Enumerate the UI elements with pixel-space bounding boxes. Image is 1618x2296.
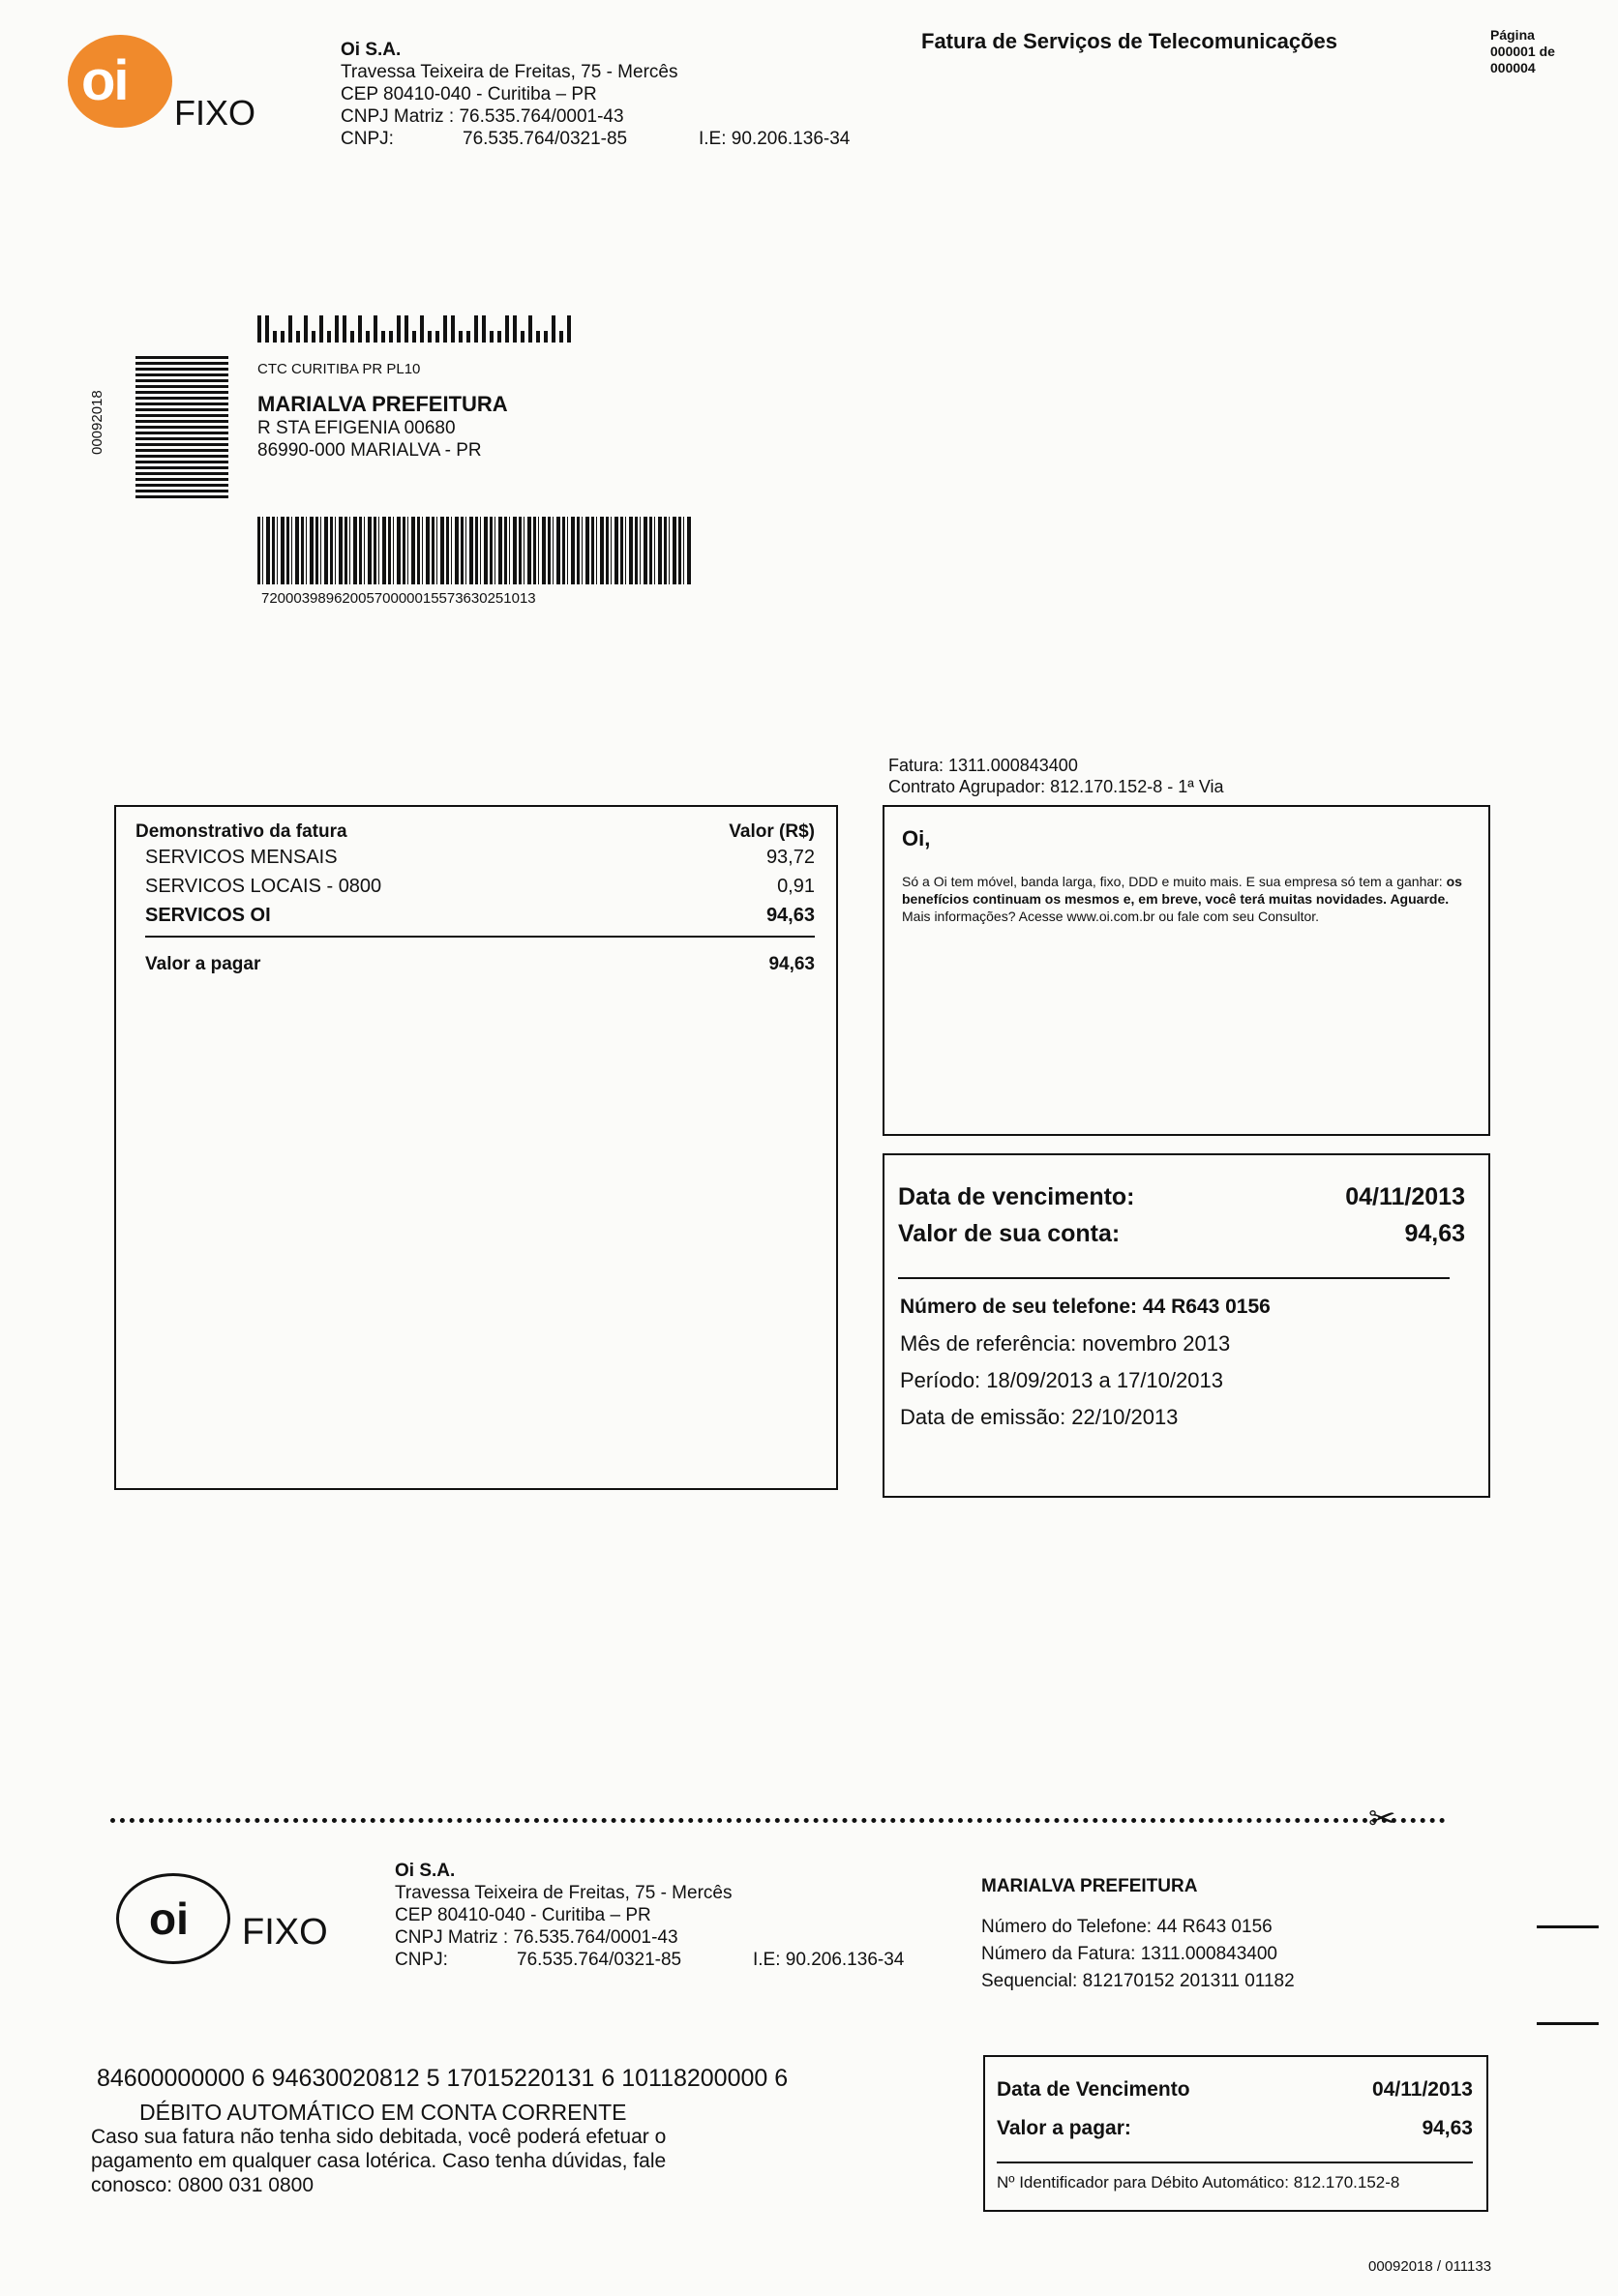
issue-date: Data de emissão: 22/10/2013	[900, 1405, 1179, 1429]
statement-header	[135, 820, 815, 843]
stub-due-value: 04/11/2013	[1372, 2078, 1473, 2101]
company-address: Travessa Teixeira de Freitas, 75 - Mercês	[341, 62, 678, 82]
document-title: Fatura de Serviços de Telecomunicações	[921, 29, 1337, 53]
statement-total	[135, 951, 815, 978]
stub-company-block	[395, 1860, 904, 1971]
postal-barcode	[257, 315, 575, 343]
recipient-block	[257, 360, 508, 462]
stub-debit-id: Nº Identificador para Débito Automático: 812.170.152-8	[997, 2173, 1400, 2192]
cut-line	[110, 1818, 1446, 1823]
stub-cnpj-value: 76.535.764/0321-85	[517, 1950, 682, 1970]
stub-company-address: Travessa Teixeira de Freitas, 75 - Mercês	[395, 1883, 733, 1903]
stub-customer-block	[981, 1873, 1295, 1995]
amount-label: Valor de sua conta:	[898, 1220, 1121, 1247]
margin-mark	[1537, 1925, 1599, 1928]
stub-amount-row	[997, 2109, 1473, 2148]
header-company-block	[341, 39, 850, 150]
statement-item-value: 0,91	[777, 876, 815, 897]
message-bold-text: os benefícios continuam os mesmos e, em breve, você terá muitas novidades. Aguarde.	[902, 874, 1462, 907]
footer-code: 00092018 / 011133	[1368, 2258, 1492, 2275]
company-cep: CEP 80410-040 - Curitiba – PR	[341, 84, 597, 104]
logo-suffix: FIXO	[174, 93, 256, 133]
page-indicator	[1490, 27, 1555, 76]
company-name: Oi S.A.	[341, 40, 402, 60]
reference-month: Mês de referência: novembro 2013	[900, 1331, 1231, 1356]
company-ie: I.E: 90.206.136-34	[699, 129, 851, 149]
billing-period: Período: 18/09/2013 a 17/10/2013	[900, 1368, 1223, 1392]
stub-cnpj-row	[395, 1949, 904, 1971]
stub-cnpj-matriz: CNPJ Matriz : 76.535.764/0001-43	[395, 1927, 678, 1948]
subtotal-label: SERVICOS OI	[145, 905, 271, 926]
statement-item-label: SERVICOS LOCAIS - 0800	[145, 876, 382, 897]
amount-value: 94,63	[1404, 1220, 1465, 1247]
statement-divider	[145, 936, 815, 938]
phone-number: Número de seu telefone: 44 R643 0156	[900, 1296, 1271, 1318]
stub-due-label: Data de Vencimento	[997, 2078, 1190, 2101]
statement-row	[135, 872, 815, 901]
stub-invoice: Número da Fatura: 1311.000843400	[981, 1944, 1277, 1964]
margin-mark	[1537, 2022, 1599, 2025]
stub-customer-name: MARIALVA PREFEITURA	[981, 1876, 1198, 1896]
page-label: Página	[1490, 27, 1535, 43]
cnpj-label: CNPJ:	[341, 129, 394, 149]
total-label: Valor a pagar	[145, 954, 261, 974]
stub-logo-text: oi	[149, 1893, 189, 1944]
debit-title: DÉBITO AUTOMÁTICO EM CONTA CORRENTE	[139, 2100, 627, 2125]
cnpj-value: 76.535.764/0321-85	[463, 129, 628, 149]
stub-due-row	[997, 2071, 1473, 2109]
value-header: Valor (R$)	[729, 821, 815, 842]
due-divider	[898, 1277, 1450, 1279]
stub-cnpj-label: CNPJ:	[395, 1950, 448, 1970]
due-date-label: Data de vencimento:	[898, 1183, 1135, 1210]
recipient-street: R STA EFIGENIA 00680	[257, 418, 456, 438]
company-cnpj-matriz: CNPJ Matriz : 76.535.764/0001-43	[341, 106, 624, 127]
logo-text: oi	[81, 49, 128, 112]
recipient-name: MARIALVA PREFEITURA	[257, 392, 508, 416]
stub-amount-value: 94,63	[1422, 2117, 1473, 2139]
message-more-info: Mais informações? Acesse www.oi.com.br ou fale com seu Consultor.	[902, 909, 1320, 924]
stub-company-cep: CEP 80410-040 - Curitiba – PR	[395, 1905, 651, 1925]
message-greeting: Oi,	[902, 826, 931, 850]
digitable-line: 84600000000 6 94630020812 5 17015220131 6 10118200000 6	[97, 2065, 789, 2092]
page-current: 000001 de	[1490, 44, 1555, 59]
page-total: 000004	[1490, 60, 1536, 75]
statement-subtotal	[135, 901, 815, 930]
due-date-value: 04/11/2013	[1345, 1183, 1465, 1210]
stub-due-box	[983, 2055, 1488, 2212]
side-barcode-stack	[135, 356, 228, 499]
stub-due-divider	[997, 2162, 1473, 2163]
statement-title: Demonstrativo da fatura	[135, 821, 347, 842]
contract-number: Contrato Agrupador: 812.170.152-8 - 1ª Via	[888, 777, 1224, 796]
message-body	[902, 873, 1471, 908]
routing-code: CTC CURITIBA PR PL10	[257, 361, 421, 377]
statement-row	[135, 843, 815, 872]
recipient-city: 86990-000 MARIALVA - PR	[257, 440, 482, 461]
mail-barcode-number: 72000398962005700000155736302510​13	[261, 590, 536, 607]
stub-company-name: Oi S.A.	[395, 1861, 456, 1881]
side-code: 00092018	[89, 390, 105, 455]
statement-item-label: SERVICOS MENSAIS	[145, 847, 338, 868]
due-box	[883, 1153, 1490, 1498]
subtotal-value: 94,63	[765, 905, 815, 926]
scissors-icon: ✂	[1368, 1801, 1396, 1837]
total-value: 94,63	[768, 954, 815, 974]
stub-sequence: Sequencial: 812170152 201311 01182	[981, 1971, 1295, 1991]
stub-logo-suffix: FIXO	[242, 1912, 328, 1953]
due-date-row	[898, 1178, 1465, 1215]
stub-logo	[116, 1865, 348, 1972]
invoice-number: Fatura: 1311.000843400	[888, 756, 1078, 775]
invoice-reference	[888, 755, 1224, 797]
statement-box	[114, 805, 838, 1490]
stub-amount-label: Valor a pagar:	[997, 2117, 1131, 2139]
stub-phone: Número do Telefone: 44 R643 0156	[981, 1917, 1273, 1937]
mail-barcode	[257, 517, 691, 584]
statement-item-value: 93,72	[765, 847, 815, 868]
stub-ie: I.E: 90.206.136-34	[753, 1950, 905, 1970]
message-box	[883, 805, 1490, 1136]
message-text: Só a Oi tem móvel, banda larga, fixo, DDD e muito mais. E sua empresa só tem a ganhar:	[902, 874, 1447, 889]
oi-logo	[62, 29, 304, 145]
company-cnpj-row	[341, 128, 850, 150]
debit-text: Caso sua fatura não tenha sido debitada, você poderá efetuar o pagamento em qualquer casa lotérica. Caso tenha dúvidas, fale conosco: 0800 031 0800	[91, 2126, 667, 2196]
amount-row	[898, 1215, 1465, 1252]
